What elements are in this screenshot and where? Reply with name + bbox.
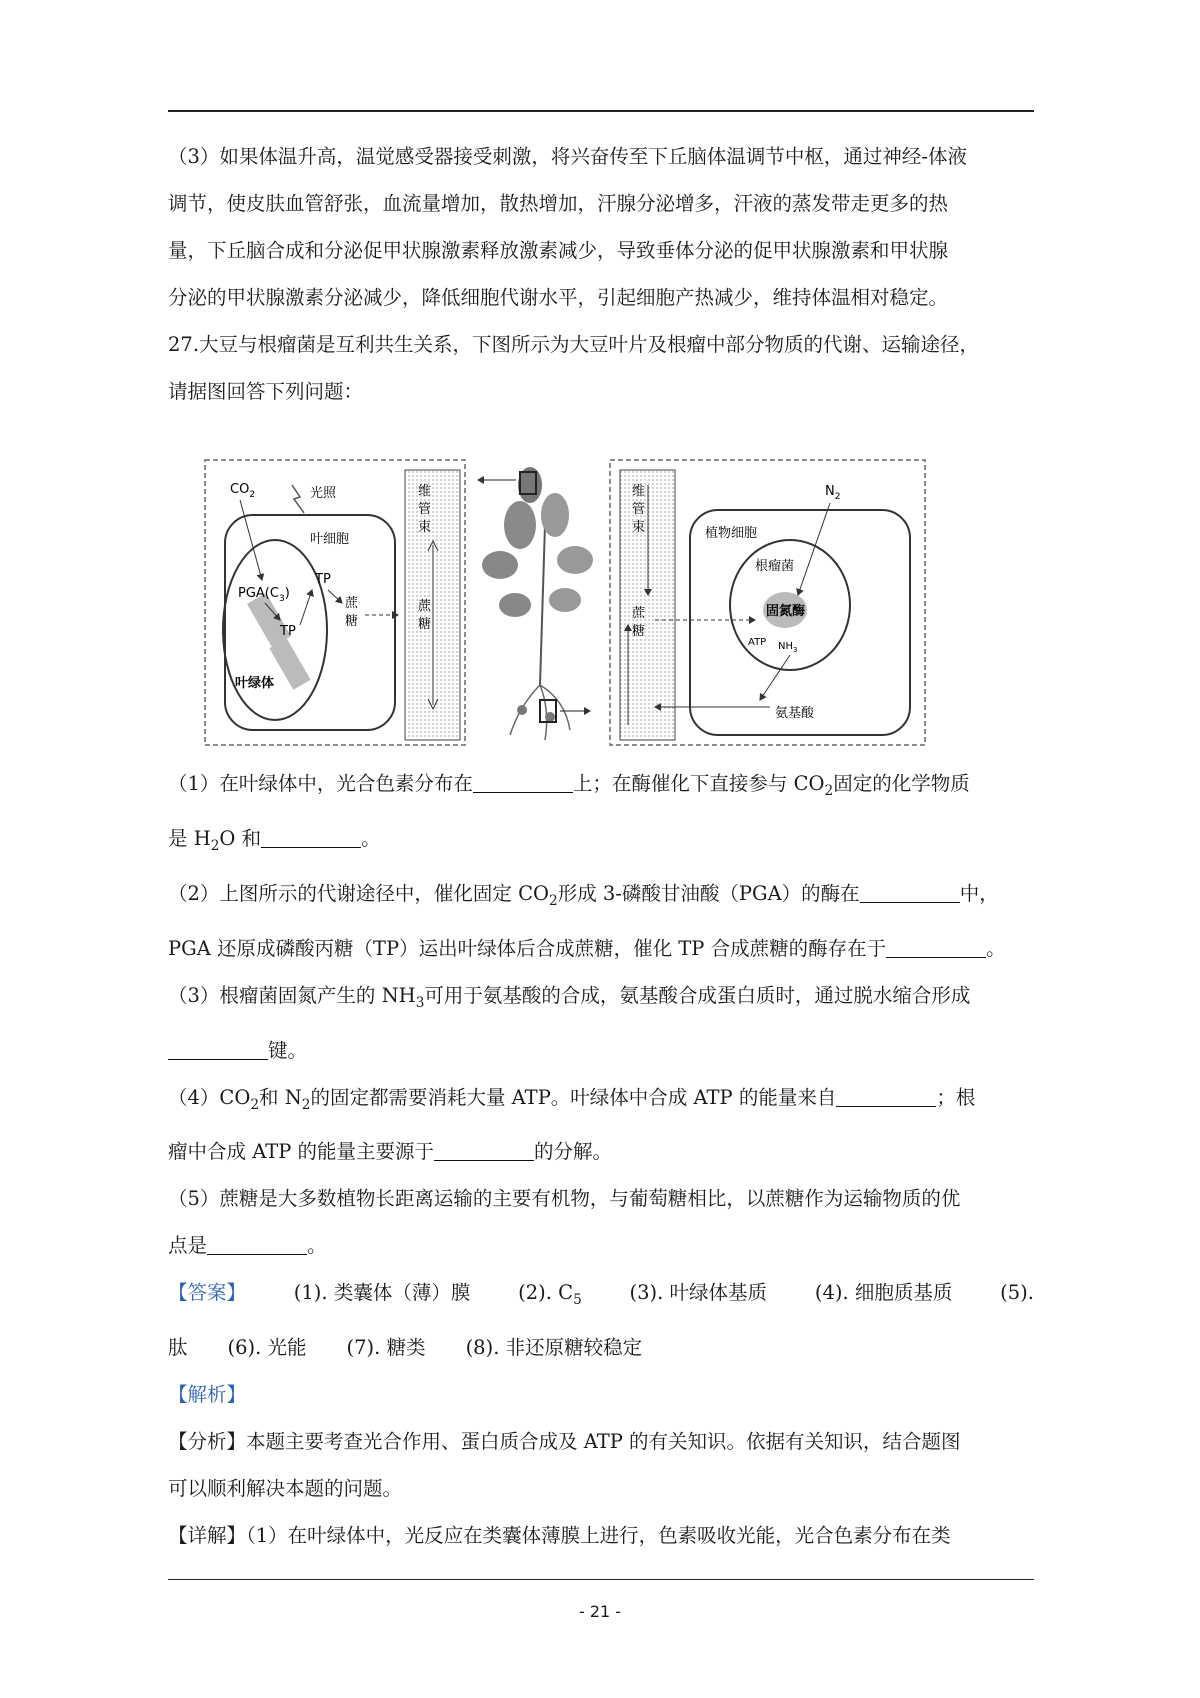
header-rule [168,110,1034,112]
answer-blank[interactable] [860,882,960,903]
q2-line-2: PGA 还原成磷酸丙糖（TP）运出叶绿体后合成蔗糖，催化 TP 合成蔗糖的酶存在于 。 [168,936,1006,960]
answer-blank[interactable] [886,937,986,958]
answer-blank[interactable] [261,827,361,848]
answer-item-3: (3). 叶绿体基质 [629,1281,768,1305]
answer-item-2: (2). $C_5$ [518,1281,582,1309]
answer-blank[interactable] [434,1141,534,1162]
intro-line-1: （3）如果体温升高，温觉感受器接受刺激，将兴奋传至下丘脑体温调节中枢，通过神经-体液 [168,145,967,168]
fenxi-line-1: 【分析】本题主要考查光合作用、蛋白质合成及 ATP 的有关知识。依据有关知识，结合题图 [168,1430,961,1454]
amino-acid-label: 氨基酸 [775,706,815,721]
vascular-sucrose-r-1: 蔗 [632,606,646,621]
vascular-r-2: 管 [632,502,646,517]
nh3-label: $NH_3$ [778,641,798,654]
answer-row-1 [168,1269,1034,1324]
vascular-r-1: 维 [632,484,646,499]
q5-line-2: 点是 。 [168,1234,327,1258]
q3-line-2: 键。 [168,1027,1034,1074]
question-line-2: 请据图回答下列问题： [168,380,364,403]
vascular-sucrose-l-2: 糖 [418,617,432,632]
leaf-cell-label: 叶细胞 [310,532,350,547]
vascular-l-3: 束 [418,520,432,535]
n2-label: $N_2$ [825,484,841,502]
q3-line-1: （3）根瘤菌固氮产生的 $NH_3$可用于氨基酸的合成，氨基酸合成蛋白质时，通过脱水缩合形成 [168,983,971,1011]
footer-rule [168,1579,1034,1580]
page-number: - 21 - [578,1602,622,1621]
answer-blank[interactable] [168,1039,268,1060]
vascular-sucrose-r-2: 糖 [632,624,646,639]
q1-line-2: 是 $H_2O$ 和 。 [168,826,381,854]
answer-blank[interactable] [207,1235,307,1256]
q2-line-1: （2）上图所示的代谢途径中，催化固定 $CO_2$形成 3-磷酸甘油酸（PGA）的酶在 中， [168,881,999,909]
light-label: 光照 [310,486,337,501]
nitrogenase-label: 固氮酶 [766,604,806,619]
answer-blank[interactable] [836,1086,936,1107]
sucrose-label-a: 蔗 [345,596,359,611]
chloroplast-label: 叶绿体 [235,676,275,691]
vascular-sucrose-l-1: 蔗 [418,599,432,614]
intro-line-3: 量，下丘脑合成和分泌促甲状腺激素释放激素减少，导致垂体分泌的促甲状腺激素和甲状腺 [168,239,949,262]
answer-item-5: (5). [1000,1281,1034,1305]
vascular-l-1: 维 [418,484,432,499]
fenxi-line-2: 可以顺利解决本题的问题。 [168,1477,403,1501]
soybean-plant-illustration [478,467,593,740]
co2-label: $CO_2$ [230,482,256,500]
answer-blank[interactable] [473,773,573,794]
question-line-1: 27.大豆与根瘤菌是互利共生关系，下图所示为大豆叶片及根瘤中部分物质的代谢、运输途径， [168,333,980,356]
pga-label: $PGA(C_3)$ [238,586,290,604]
q4-line-1: $(4)CO_2$和 $N_2$的固定都需要消耗大量 ATP。叶绿体中合成 ATP 的能量来自 ；根 [168,1085,976,1113]
q4-line-2: 瘤中合成 ATP 的能量主要源于 的分解。 [168,1140,613,1164]
tp-inner-label: TP [280,624,296,639]
intro-line-4: 分泌的甲状腺激素分泌减少，降低细胞代谢水平，引起细胞产热减少，维持体温相对稳定。 [168,286,949,309]
plant-cell-label: 植物细胞 [705,526,758,541]
soybean-metabolism-diagram [200,455,930,755]
q1-line-1: （1）在叶绿体中，光合色素分布在 上；在酶催化下直接参与 $CO_2$固定的化学物质 [168,772,970,799]
intro-paragraph [168,133,1034,415]
intro-line-2: 调节，使皮肤血管舒张，血流量增加，散热增加，汗腺分泌增多，汗液的蒸发带走更多的热 [168,192,949,215]
answer-item-4: (4). 细胞质基质 [814,1281,953,1305]
analysis-label: 【解析】 [168,1383,247,1407]
xiangjie-line-1: 【详解】（1）在叶绿体中，光反应在类囊体薄膜上进行，色素吸收光能，光合色素分布在类 [168,1524,951,1548]
vascular-l-2: 管 [418,502,432,517]
right-panel [610,460,925,745]
sucrose-label-b: 糖 [345,614,359,629]
answer-item-1: (1). 类囊体（薄）膜 [293,1281,471,1305]
tp-outer-label: TP [315,572,331,587]
answer-label: 【答案】 [168,1281,247,1305]
answer-row-2: 肽 (6). 光能 (7). 糖类 (8). 非还原糖较稳定 [168,1336,643,1360]
left-panel [205,460,465,745]
q5-line-1: （5）蔗糖是大多数植物长距离运输的主要有机物，与葡萄糖相比，以蔗糖作为运输物质的优 [168,1187,961,1211]
sub-questions [168,760,1034,1559]
atp-label: ATP [748,637,767,648]
rhizobium-label: 根瘤菌 [755,559,795,574]
vascular-r-3: 束 [632,520,646,535]
